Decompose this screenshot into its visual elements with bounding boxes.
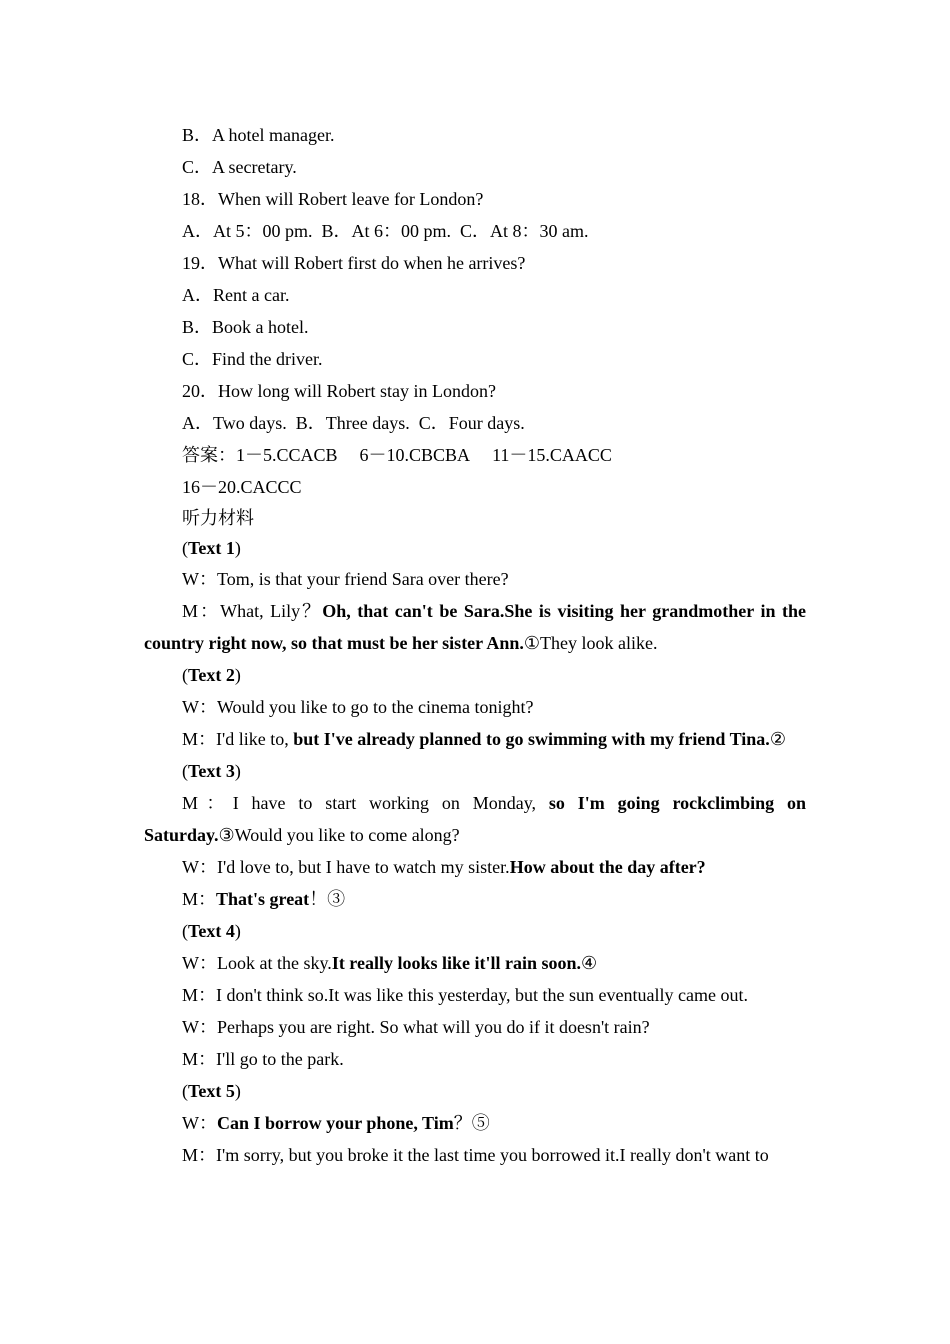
- text1-line2-prefix: M：What, Lily？: [182, 601, 323, 621]
- text2-title-label: Text 2: [188, 665, 235, 685]
- text3-line3-prefix: M：: [182, 889, 217, 909]
- text3-title-label: Text 3: [188, 761, 235, 781]
- answer-group-1: 1－5.CCACB: [236, 445, 338, 465]
- text1-line2: [144, 595, 806, 659]
- text3-line1: [144, 787, 806, 851]
- text2-line2-suffix: ②: [769, 729, 786, 749]
- text4-line1-prefix: W：Look at the sky.: [182, 953, 332, 973]
- q18-question: 18．When will Robert leave for London?: [182, 189, 484, 209]
- text3-line3: [144, 883, 806, 915]
- text5-title: (Text 5): [182, 1081, 241, 1101]
- text4-line1-suffix: ④: [581, 953, 598, 973]
- text2-title: (Text 2): [182, 665, 241, 685]
- text1-line1: W：Tom, is that your friend Sara over there?: [182, 569, 509, 589]
- text3-line1-suffix: ③Would you like to come along?: [218, 825, 460, 845]
- text2-line2-bold: but I've already planned to go swimming with my friend Tina.: [293, 729, 770, 749]
- q18-options: A．At 5：00 pm. B．At 6：00 pm. C．At 8：30 am.: [182, 221, 589, 241]
- text1-line2-suffix: ①They look alike.: [523, 633, 658, 653]
- text4-line3: W：Perhaps you are right. So what will you do if it doesn't rain?: [182, 1017, 650, 1037]
- text3-line1-prefix: M：I have to start working on Monday,: [182, 793, 549, 813]
- text3-line2-prefix: W：I'd love to, but I have to watch my sister.: [182, 857, 510, 877]
- text4-line1-bold: It really looks like it'll rain soon.: [331, 953, 581, 973]
- text4-title-label: Text 4: [188, 921, 235, 941]
- text1-title: (Text 1): [182, 538, 241, 558]
- text4-line2: M：I don't think so.It was like this yesterday, but the sun eventually came out.: [182, 985, 748, 1005]
- text5-line1: [144, 1107, 806, 1139]
- q17-option-b: B．A hotel manager.: [182, 125, 335, 145]
- text3-line3-suffix: ！③: [309, 889, 346, 909]
- transcript-heading: 听力材料: [182, 508, 254, 528]
- answer-key: [144, 439, 806, 471]
- text1-title-label: Text 1: [188, 538, 235, 558]
- text4-title: (Text 4): [182, 921, 241, 941]
- q20-options: A．Two days. B．Three days. C．Four days.: [182, 413, 525, 433]
- q19-option-b: B．Book a hotel.: [182, 317, 309, 337]
- text5-line1-suffix: ？⑤: [453, 1113, 490, 1133]
- text4-line1: [144, 947, 806, 979]
- page-content: [144, 119, 806, 1171]
- q19-option-c: C．Find the driver.: [182, 349, 323, 369]
- text2-line1: W：Would you like to go to the cinema tonight?: [182, 697, 534, 717]
- text5-line2: M：I'm sorry, but you broke it the last time you borrowed it.I really don't want to: [182, 1145, 769, 1165]
- answer-label: 答案：: [182, 445, 236, 465]
- text3-title: (Text 3): [182, 761, 241, 781]
- text3-line2-bold: How about the day after?: [509, 857, 706, 877]
- text5-title-label: Text 5: [188, 1081, 235, 1101]
- text2-line2-prefix: M：I'd like to,: [182, 729, 294, 749]
- q20-question: 20．How long will Robert stay in London?: [182, 381, 496, 401]
- text3-line1-bold: so I'm going rockclimbing on Saturday.: [144, 793, 806, 845]
- text3-line2: [144, 851, 806, 883]
- text3-line3-bold: That's great: [216, 889, 310, 909]
- text1-line2-bold: Oh, that can't be Sara.She is visiting her grandmother in the country right now, so that must be her sister Ann.: [144, 601, 806, 653]
- answer-group-2: 6－10.CBCBA: [359, 445, 471, 465]
- q19-option-a: A．Rent a car.: [182, 285, 290, 305]
- answer-group-3: 11－15.CAACC: [492, 445, 612, 465]
- q19-question: 19．What will Robert first do when he arrives?: [182, 253, 526, 273]
- text4-line4: M：I'll go to the park.: [182, 1049, 344, 1069]
- text5-line1-prefix: W：: [182, 1113, 217, 1133]
- text5-line1-bold: Can I borrow your phone, Tim: [217, 1113, 454, 1133]
- answer-group-4: 16－20.CACCC: [182, 477, 302, 497]
- q17-option-c: C．A secretary.: [182, 157, 297, 177]
- text2-line2: [144, 723, 806, 755]
